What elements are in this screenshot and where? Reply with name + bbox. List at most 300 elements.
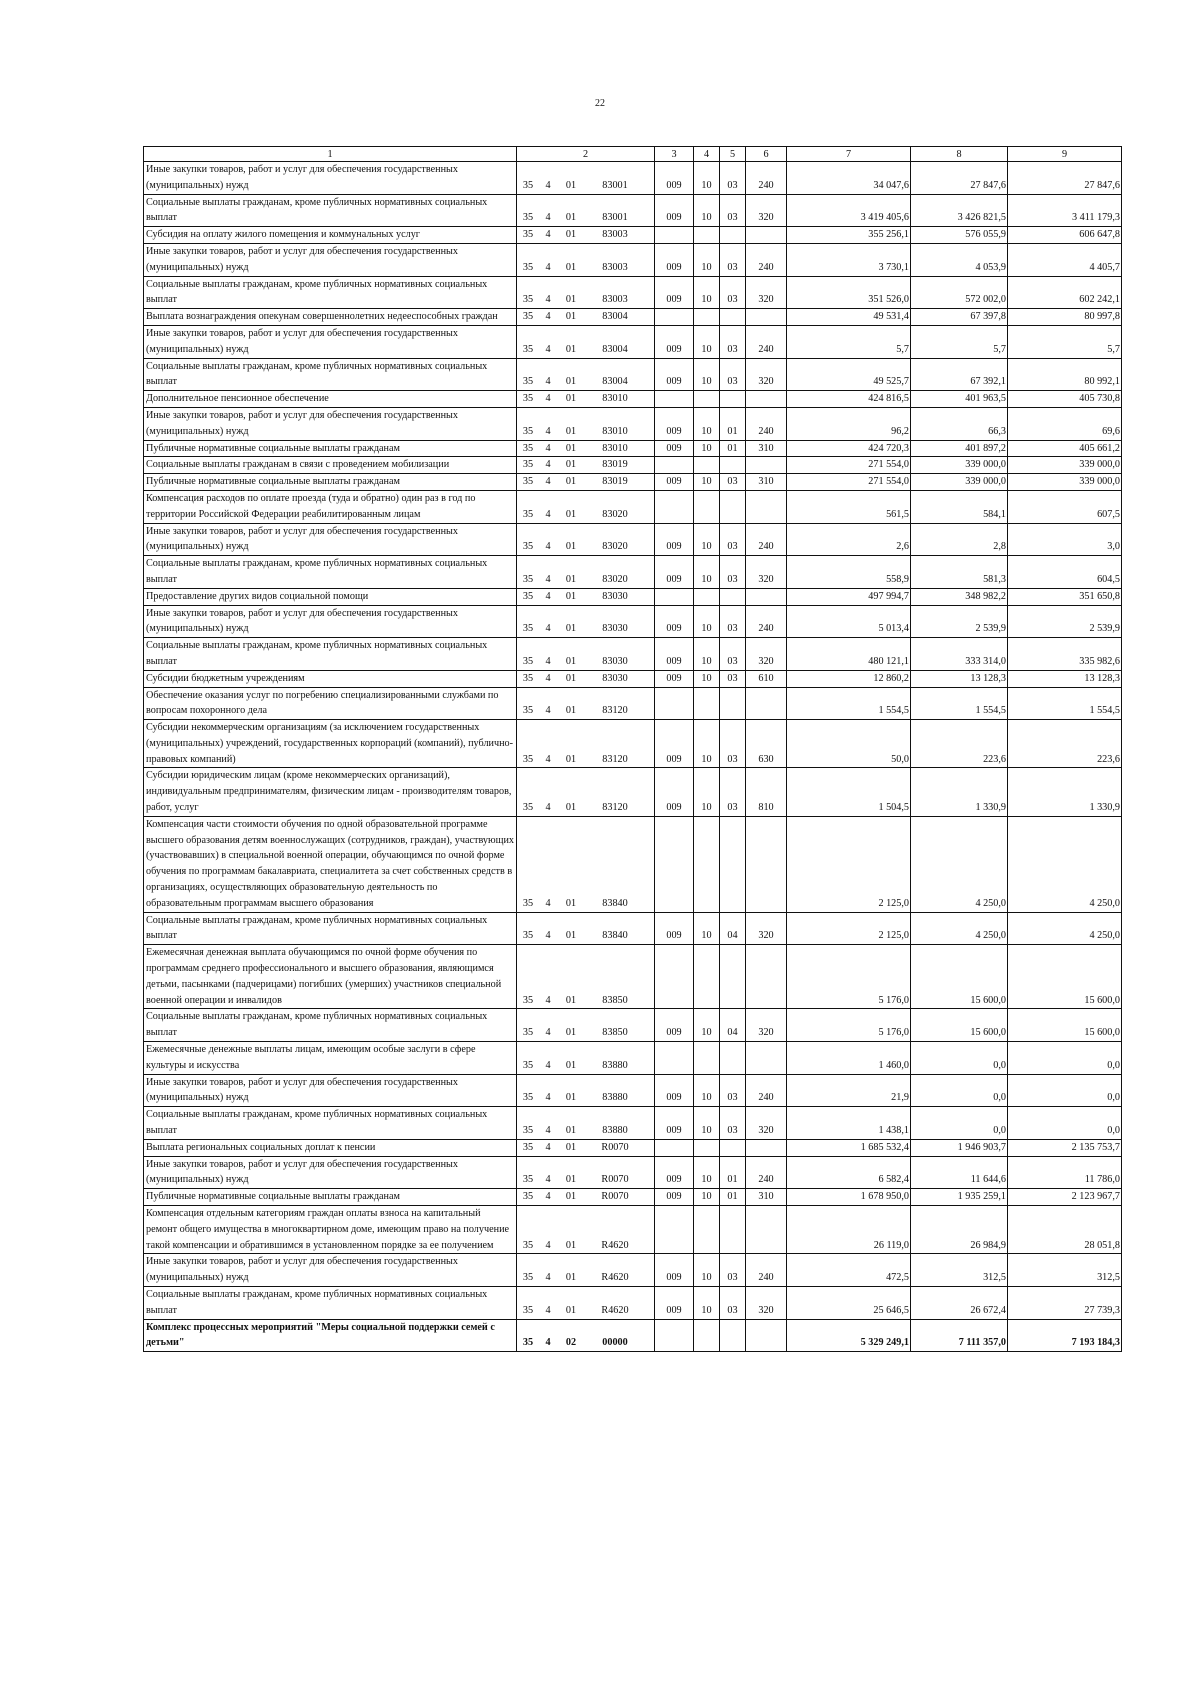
budget-table	[143, 146, 1122, 1352]
code-section: 10	[694, 912, 720, 945]
amount-col-9: 2 135 753,7	[1008, 1139, 1122, 1156]
code-subsection: 01	[720, 1189, 746, 1206]
code-section: 10	[694, 276, 720, 309]
code-direction: 83020	[602, 573, 628, 585]
code-program: 35	[522, 1125, 534, 1137]
code-element: 01	[565, 311, 577, 323]
code-section: 10	[694, 605, 720, 638]
code-direction: 83004	[602, 311, 628, 323]
row-code-cell	[517, 1107, 655, 1140]
row-code-cell	[517, 227, 655, 244]
row-code-group	[517, 309, 654, 325]
amount-col-8: 15 600,0	[911, 1009, 1008, 1042]
code-element: 01	[565, 229, 577, 241]
row-name: Иные закупки товаров, работ и услуг для обеспечения государственных (муниципальных) нужд	[144, 1254, 517, 1287]
row-code-group	[517, 260, 654, 276]
code-element: 01	[565, 1239, 577, 1251]
code-direction: 83004	[602, 376, 628, 388]
code-program: 35	[522, 1337, 534, 1349]
code-program: 35	[522, 442, 534, 454]
row-code-cell	[517, 556, 655, 589]
code-element: 01	[565, 212, 577, 224]
code-ministry: 009	[655, 440, 694, 457]
table-row	[144, 556, 1122, 589]
amount-col-8: 67 397,8	[911, 309, 1008, 326]
code-ministry: 009	[655, 523, 694, 556]
table-row	[144, 440, 1122, 457]
code-ministry	[655, 588, 694, 605]
code-program: 35	[522, 1027, 534, 1039]
code-subprogram: 4	[545, 1141, 551, 1153]
row-name: Предоставление других видов социальной помощи	[144, 588, 517, 605]
code-program: 35	[522, 179, 534, 191]
row-code-cell	[517, 1254, 655, 1287]
code-section	[694, 1139, 720, 1156]
code-subsection: 03	[720, 474, 746, 491]
code-expense-type: 320	[746, 1286, 787, 1319]
row-name: Обеспечение оказания услуг по погребению специализированными службами по вопросам похоронного дела	[144, 687, 517, 720]
amount-col-8: 26 672,4	[911, 1286, 1008, 1319]
code-ministry: 009	[655, 243, 694, 276]
row-code-cell	[517, 945, 655, 1009]
code-subprogram: 4	[545, 1174, 551, 1186]
code-subsection: 03	[720, 1074, 746, 1107]
code-section	[694, 1042, 720, 1075]
code-program: 35	[522, 261, 534, 273]
amount-col-9: 335 982,6	[1008, 638, 1122, 671]
amount-col-8: 11 644,6	[911, 1156, 1008, 1189]
amount-col-9: 7 193 184,3	[1008, 1319, 1122, 1352]
amount-col-8: 4 250,0	[911, 816, 1008, 912]
code-ministry	[655, 816, 694, 912]
amount-col-7: 5 329 249,1	[787, 1319, 911, 1352]
code-subprogram: 4	[545, 508, 551, 520]
code-program: 35	[522, 623, 534, 635]
row-name: Ежемесячные денежные выплаты лицам, имеющим особые заслуги в сфере культуры и искусства	[144, 1042, 517, 1075]
row-code-cell	[517, 1009, 655, 1042]
row-name: Социальные выплаты гражданам, кроме публичных нормативных социальных выплат	[144, 1286, 517, 1319]
table-row	[144, 243, 1122, 276]
code-program: 35	[522, 212, 534, 224]
code-expense-type: 240	[746, 243, 787, 276]
code-program: 35	[522, 590, 534, 602]
amount-col-7: 50,0	[787, 720, 911, 768]
row-code-cell	[517, 1074, 655, 1107]
amount-col-7: 271 554,0	[787, 457, 911, 474]
row-code-group	[517, 1303, 654, 1319]
code-program: 35	[522, 705, 534, 717]
code-subprogram: 4	[545, 1337, 551, 1349]
code-expense-type: 320	[746, 638, 787, 671]
code-program: 35	[522, 343, 534, 355]
code-subsection	[720, 1206, 746, 1254]
code-element: 01	[565, 343, 577, 355]
code-direction: 83001	[602, 212, 628, 224]
code-subsection	[720, 1139, 746, 1156]
amount-col-9: 69,6	[1008, 407, 1122, 440]
code-expense-type: 240	[746, 523, 787, 556]
row-code-group	[517, 391, 654, 407]
amount-col-7: 49 525,7	[787, 358, 911, 391]
code-expense-type: 320	[746, 556, 787, 589]
code-section: 10	[694, 1009, 720, 1042]
code-direction: 83020	[602, 508, 628, 520]
header-col-8: 8	[911, 147, 1008, 162]
code-program: 35	[522, 1304, 534, 1316]
row-code-cell	[517, 194, 655, 227]
amount-col-9: 607,5	[1008, 490, 1122, 523]
code-section	[694, 490, 720, 523]
code-section	[694, 457, 720, 474]
table-row	[144, 194, 1122, 227]
code-subsection: 03	[720, 1107, 746, 1140]
amount-col-8: 1 946 903,7	[911, 1139, 1008, 1156]
amount-col-7: 12 860,2	[787, 670, 911, 687]
row-code-cell	[517, 1206, 655, 1254]
code-direction: 83001	[602, 179, 628, 191]
code-section: 10	[694, 474, 720, 491]
code-subprogram: 4	[545, 212, 551, 224]
amount-col-7: 34 047,6	[787, 162, 911, 195]
code-element: 01	[565, 655, 577, 667]
code-expense-type: 240	[746, 1254, 787, 1287]
code-direction: 83030	[602, 655, 628, 667]
code-section	[694, 309, 720, 326]
row-code-cell	[517, 1139, 655, 1156]
code-subsection	[720, 588, 746, 605]
row-code-cell	[517, 1042, 655, 1075]
code-subprogram: 4	[545, 459, 551, 471]
amount-col-7: 1 438,1	[787, 1107, 911, 1140]
code-expense-type: 310	[746, 474, 787, 491]
amount-col-7: 1 554,5	[787, 687, 911, 720]
code-subsection: 03	[720, 325, 746, 358]
row-name: Иные закупки товаров, работ и услуг для обеспечения государственных (муниципальных) нужд	[144, 1156, 517, 1189]
amount-col-7: 5 176,0	[787, 945, 911, 1009]
row-name: Иные закупки товаров, работ и услуг для обеспечения государственных (муниципальных) нужд	[144, 407, 517, 440]
amount-col-7: 351 526,0	[787, 276, 911, 309]
row-code-group	[517, 342, 654, 358]
row-code-cell	[517, 407, 655, 440]
code-subsection: 01	[720, 440, 746, 457]
table-row	[144, 605, 1122, 638]
amount-col-9: 3 411 179,3	[1008, 194, 1122, 227]
code-ministry: 009	[655, 276, 694, 309]
row-code-cell	[517, 912, 655, 945]
amount-col-7: 558,9	[787, 556, 911, 589]
code-subsection	[720, 687, 746, 720]
code-ministry	[655, 309, 694, 326]
code-subsection: 04	[720, 912, 746, 945]
amount-col-9: 405 730,8	[1008, 391, 1122, 408]
row-name: Публичные нормативные социальные выплаты гражданам	[144, 1189, 517, 1206]
row-code-cell	[517, 638, 655, 671]
table-row	[144, 276, 1122, 309]
amount-col-8: 333 314,0	[911, 638, 1008, 671]
code-expense-type	[746, 1206, 787, 1254]
code-direction: 83850	[602, 1027, 628, 1039]
code-ministry	[655, 490, 694, 523]
table-row	[144, 1009, 1122, 1042]
code-subsection: 03	[720, 556, 746, 589]
row-code-group	[517, 1123, 654, 1139]
row-name: Социальные выплаты гражданам, кроме публичных нормативных социальных выплат	[144, 638, 517, 671]
amount-col-9: 339 000,0	[1008, 474, 1122, 491]
code-expense-type	[746, 391, 787, 408]
amount-col-8: 66,3	[911, 407, 1008, 440]
code-subsection: 03	[720, 1286, 746, 1319]
amount-col-8: 67 392,1	[911, 358, 1008, 391]
table-row	[144, 1074, 1122, 1107]
table-row	[144, 720, 1122, 768]
header-col-4: 4	[694, 147, 720, 162]
code-element: 01	[565, 590, 577, 602]
code-section: 10	[694, 358, 720, 391]
code-expense-type: 240	[746, 407, 787, 440]
code-ministry: 009	[655, 1074, 694, 1107]
row-code-cell	[517, 1189, 655, 1206]
amount-col-7: 5 176,0	[787, 1009, 911, 1042]
code-ministry: 009	[655, 407, 694, 440]
row-name: Социальные выплаты гражданам, кроме публичных нормативных социальных выплат	[144, 912, 517, 945]
code-subprogram: 4	[545, 753, 551, 765]
code-subsection	[720, 309, 746, 326]
code-element: 01	[565, 573, 577, 585]
code-element: 01	[565, 802, 577, 814]
row-name: Иные закупки товаров, работ и услуг для обеспечения государственных (муниципальных) нужд	[144, 162, 517, 195]
row-code-group	[517, 227, 654, 243]
amount-col-7: 472,5	[787, 1254, 911, 1287]
code-ministry: 009	[655, 912, 694, 945]
amount-col-9: 4 250,0	[1008, 912, 1122, 945]
code-subsection	[720, 816, 746, 912]
code-expense-type	[746, 687, 787, 720]
table-row	[144, 162, 1122, 195]
code-subprogram: 4	[545, 994, 551, 1006]
code-direction: 83030	[602, 672, 628, 684]
amount-col-8: 3 426 821,5	[911, 194, 1008, 227]
code-subsection: 03	[720, 638, 746, 671]
row-code-cell	[517, 325, 655, 358]
code-section	[694, 227, 720, 244]
amount-col-7: 424 720,3	[787, 440, 911, 457]
amount-col-9: 2 123 967,7	[1008, 1189, 1122, 1206]
code-direction: R0070	[601, 1191, 629, 1203]
row-name: Выплата вознаграждения опекунам совершеннолетних недееспособных граждан	[144, 309, 517, 326]
code-program: 35	[522, 753, 534, 765]
code-section: 10	[694, 1074, 720, 1107]
amount-col-7: 5 013,4	[787, 605, 911, 638]
row-code-group	[517, 1140, 654, 1156]
amount-col-9: 27 739,3	[1008, 1286, 1122, 1319]
row-code-group	[517, 621, 654, 637]
amount-col-9: 1 330,9	[1008, 768, 1122, 816]
row-name: Публичные нормативные социальные выплаты гражданам	[144, 474, 517, 491]
code-subsection	[720, 945, 746, 1009]
code-element: 01	[565, 1125, 577, 1137]
header-col-2: 2	[517, 147, 655, 162]
code-subsection: 03	[720, 523, 746, 556]
amount-col-7: 25 646,5	[787, 1286, 911, 1319]
code-expense-type: 310	[746, 440, 787, 457]
row-code-group	[517, 1335, 654, 1351]
row-name: Иные закупки товаров, работ и услуг для обеспечения государственных (муниципальных) нужд	[144, 243, 517, 276]
code-ministry	[655, 1042, 694, 1075]
code-subsection: 03	[720, 768, 746, 816]
code-subprogram: 4	[545, 1059, 551, 1071]
code-subprogram: 4	[545, 1239, 551, 1251]
amount-col-8: 1 935 259,1	[911, 1189, 1008, 1206]
code-element: 01	[565, 261, 577, 273]
code-ministry	[655, 457, 694, 474]
row-code-cell	[517, 276, 655, 309]
code-element: 01	[565, 179, 577, 191]
row-code-cell	[517, 768, 655, 816]
code-direction: 83120	[602, 753, 628, 765]
amount-col-9: 312,5	[1008, 1254, 1122, 1287]
code-subsection	[720, 457, 746, 474]
code-direction: 83880	[602, 1059, 628, 1071]
code-direction: 83030	[602, 590, 628, 602]
row-name: Социальные выплаты гражданам в связи с проведением мобилизации	[144, 457, 517, 474]
code-expense-type: 630	[746, 720, 787, 768]
code-ministry	[655, 945, 694, 1009]
amount-col-9: 28 051,8	[1008, 1206, 1122, 1254]
code-direction: 00000	[602, 1337, 628, 1349]
row-code-group	[517, 589, 654, 605]
code-subsection: 03	[720, 720, 746, 768]
code-ministry: 009	[655, 768, 694, 816]
code-subprogram: 4	[545, 229, 551, 241]
amount-col-7: 497 994,7	[787, 588, 911, 605]
code-ministry: 009	[655, 358, 694, 391]
row-code-cell	[517, 605, 655, 638]
row-code-group	[517, 800, 654, 816]
code-expense-type: 320	[746, 1107, 787, 1140]
code-subprogram: 4	[545, 897, 551, 909]
code-program: 35	[522, 1272, 534, 1284]
row-code-cell	[517, 1319, 655, 1352]
row-code-group	[517, 1172, 654, 1188]
table-row	[144, 1156, 1122, 1189]
amount-col-8: 5,7	[911, 325, 1008, 358]
code-section: 10	[694, 440, 720, 457]
table-row	[144, 588, 1122, 605]
code-expense-type: 320	[746, 358, 787, 391]
code-subsection: 01	[720, 1156, 746, 1189]
code-subprogram: 4	[545, 425, 551, 437]
code-ministry	[655, 391, 694, 408]
amount-col-8: 0,0	[911, 1042, 1008, 1075]
code-section: 10	[694, 194, 720, 227]
row-name: Иные закупки товаров, работ и услуг для обеспечения государственных (муниципальных) нужд	[144, 1074, 517, 1107]
code-ministry: 009	[655, 1254, 694, 1287]
code-ministry	[655, 1206, 694, 1254]
code-expense-type: 320	[746, 194, 787, 227]
row-code-cell	[517, 588, 655, 605]
code-section	[694, 816, 720, 912]
code-section: 10	[694, 162, 720, 195]
amount-col-9: 604,5	[1008, 556, 1122, 589]
code-program: 35	[522, 994, 534, 1006]
amount-col-8: 2,8	[911, 523, 1008, 556]
amount-col-9: 223,6	[1008, 720, 1122, 768]
code-program: 35	[522, 1174, 534, 1186]
amount-col-8: 0,0	[911, 1074, 1008, 1107]
code-subprogram: 4	[545, 623, 551, 635]
amount-col-7: 1 678 950,0	[787, 1189, 911, 1206]
row-code-cell	[517, 440, 655, 457]
code-ministry: 009	[655, 670, 694, 687]
table-row	[144, 474, 1122, 491]
code-element: 01	[565, 1092, 577, 1104]
amount-col-9: 2 539,9	[1008, 605, 1122, 638]
row-code-cell	[517, 523, 655, 556]
row-code-group	[517, 507, 654, 523]
code-ministry: 009	[655, 1156, 694, 1189]
amount-col-8: 4 053,9	[911, 243, 1008, 276]
code-program: 35	[522, 1191, 534, 1203]
row-code-group	[517, 178, 654, 194]
code-element: 01	[565, 541, 577, 553]
amount-col-7: 2 125,0	[787, 912, 911, 945]
table-row	[144, 309, 1122, 326]
code-ministry: 009	[655, 1189, 694, 1206]
code-program: 35	[522, 573, 534, 585]
row-name: Социальные выплаты гражданам, кроме публичных нормативных социальных выплат	[144, 194, 517, 227]
amount-col-7: 1 504,5	[787, 768, 911, 816]
code-section: 10	[694, 670, 720, 687]
code-direction: 83019	[602, 459, 628, 471]
header-row	[144, 147, 1122, 162]
page-number: 22	[595, 98, 605, 109]
code-subsection	[720, 1319, 746, 1352]
code-direction: R0070	[601, 1174, 629, 1186]
code-ministry: 009	[655, 1286, 694, 1319]
table-row	[144, 1042, 1122, 1075]
code-direction: 83020	[602, 541, 628, 553]
code-direction: 83120	[602, 802, 628, 814]
amount-col-8: 401 897,2	[911, 440, 1008, 457]
code-direction: 83010	[602, 425, 628, 437]
code-section	[694, 391, 720, 408]
code-section	[694, 588, 720, 605]
row-code-group	[517, 993, 654, 1009]
code-program: 35	[522, 476, 534, 488]
code-expense-type	[746, 457, 787, 474]
amount-col-9: 80 992,1	[1008, 358, 1122, 391]
code-direction: 83850	[602, 994, 628, 1006]
table-row	[144, 1254, 1122, 1287]
amount-col-9: 13 128,3	[1008, 670, 1122, 687]
row-code-group	[517, 896, 654, 912]
row-name: Компенсация отдельным категориям граждан оплаты взноса на капитальный ремонт общего имущества в многоквартирном доме, имеющим право на получение такой компенсации и обратившимся в установленном порядке за ее получением	[144, 1206, 517, 1254]
code-program: 35	[522, 802, 534, 814]
table-body	[144, 162, 1122, 1352]
code-section: 10	[694, 1286, 720, 1319]
amount-col-9: 0,0	[1008, 1074, 1122, 1107]
code-subprogram: 4	[545, 1027, 551, 1039]
amount-col-9: 3,0	[1008, 523, 1122, 556]
row-code-group	[517, 928, 654, 944]
header-col-5: 5	[720, 147, 746, 162]
row-name: Социальные выплаты гражданам, кроме публичных нормативных социальных выплат	[144, 556, 517, 589]
row-code-group	[517, 292, 654, 308]
row-code-group	[517, 424, 654, 440]
amount-col-7: 561,5	[787, 490, 911, 523]
code-expense-type	[746, 309, 787, 326]
code-ministry: 009	[655, 194, 694, 227]
